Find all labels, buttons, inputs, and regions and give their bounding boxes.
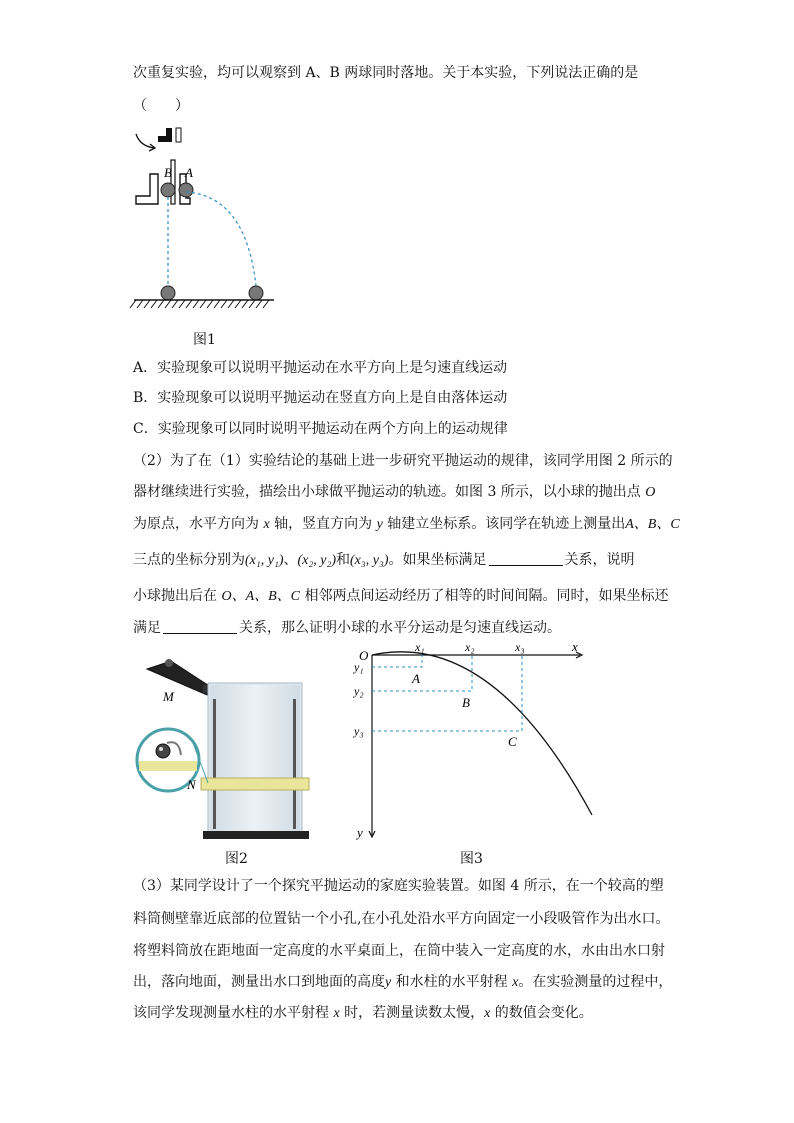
label-a: A bbox=[185, 165, 193, 180]
part2-line-3: 为原点，水平方向为 x 轴，竖直方向为 y 轴建立坐标系。该同学在轨迹上测量出A、B、C bbox=[133, 516, 680, 532]
x2-label: x₂ bbox=[465, 640, 475, 654]
option-b: B．实验现象可以说明平抛运动在竖直方向上是自由落体运动 bbox=[133, 390, 508, 406]
y3-label: y₃ bbox=[354, 724, 364, 738]
tape-strip bbox=[201, 778, 309, 790]
answer-bracket: （ ） bbox=[133, 98, 189, 114]
hatch-mark bbox=[221, 300, 227, 308]
guide-c bbox=[372, 655, 522, 731]
figure-2-caption: 图2 bbox=[225, 851, 248, 867]
hatch-mark bbox=[186, 300, 192, 308]
hatch-mark bbox=[151, 300, 157, 308]
hatch-mark bbox=[137, 300, 143, 308]
part2-line-2: 器材继续进行实验，描绘出小球做平抛运动的轨迹。如图 3 所示，以小球的抛出点 O bbox=[133, 484, 656, 500]
ball-b bbox=[161, 183, 175, 197]
figure-2 bbox=[133, 655, 333, 845]
part3-line-3: 将塑料筒放在距地面一定高度的水平桌面上，在筒中装入一定高度的水，水由出水口射 bbox=[133, 943, 665, 959]
part3-line-4: 出，落向地面，测量出水口到地面的高度y 和水柱的水平射程 x。在实验测量的过程中， bbox=[133, 974, 673, 990]
part3-line-2: 料筒侧壁靠近底部的位置钻一个小孔,在小孔处沿水平方向固定一小段吸管作为出水口。 bbox=[133, 911, 670, 927]
hatch-mark bbox=[130, 300, 136, 308]
x1-label: x₁ bbox=[415, 640, 425, 654]
figure-1-caption: 图1 bbox=[193, 332, 216, 348]
hatch-mark bbox=[242, 300, 248, 308]
figure-3 bbox=[352, 639, 592, 843]
x3-label: x₃ bbox=[515, 640, 525, 654]
point-a-label: A bbox=[412, 671, 420, 686]
rotate-arrow-icon bbox=[136, 134, 154, 148]
hatch-mark bbox=[158, 300, 164, 308]
part2-line-1: （2）为了在（1）实验结论的基础上进一步研究平抛运动的规律，该同学用图 2 所示的 bbox=[133, 453, 673, 469]
part2-line-4: 三点的坐标分别为(x₁, y₁)、(x₂, y₂)和(x₃, y₃)。如果坐标满足 关系，说明 bbox=[133, 552, 635, 568]
base bbox=[203, 831, 309, 839]
point-c-label: C bbox=[508, 734, 517, 749]
hatch-mark bbox=[172, 300, 178, 308]
hatch-mark bbox=[200, 300, 206, 308]
ball-a bbox=[179, 183, 193, 197]
y2-label: y₂ bbox=[354, 684, 364, 698]
trajectory-a bbox=[186, 192, 256, 286]
part2-line-5: 小球抛出后在 O、A、B、C 相邻两点间运动经历了相等的时间间隔。同时，如果坐标还 bbox=[133, 588, 669, 604]
hatch-mark bbox=[235, 300, 241, 308]
figure-1 bbox=[128, 120, 288, 320]
hatch-mark bbox=[207, 300, 213, 308]
hatch-mark bbox=[263, 300, 269, 308]
intro-line-1: 次重复实验，均可以观察到 A、B 两球同时落地。关于本实验，下列说法正确的是 bbox=[133, 65, 639, 81]
hatch-mark bbox=[193, 300, 199, 308]
ball-a-landed bbox=[249, 286, 263, 300]
hatch-mark bbox=[228, 300, 234, 308]
trajectory-curve bbox=[372, 652, 592, 815]
y-axis-label: y bbox=[357, 825, 363, 840]
part2-line-6: 满足 关系，那么证明小球的水平分运动是匀速直线运动。 bbox=[133, 620, 561, 636]
ball-b-landed bbox=[161, 286, 175, 300]
stand-left bbox=[136, 174, 158, 204]
ground-hatch bbox=[130, 300, 269, 308]
option-c: C．实验现象可以同时说明平抛运动在两个方向上的运动规律 bbox=[133, 421, 508, 437]
answer-blank-2[interactable] bbox=[163, 619, 237, 634]
figure-3-caption: 图3 bbox=[460, 851, 483, 867]
hatch-mark bbox=[144, 300, 150, 308]
part3-line-5: 该同学发现测量水柱的水平射程 x 时，若测量读数太慢，x 的数值会变化。 bbox=[133, 1005, 593, 1021]
guide-a bbox=[372, 655, 422, 667]
hatch-mark bbox=[256, 300, 262, 308]
hatch-mark bbox=[214, 300, 220, 308]
label-n: N bbox=[187, 777, 196, 792]
label-b: B bbox=[164, 165, 172, 180]
label-m: M bbox=[163, 689, 174, 704]
option-a: A．实验现象可以说明平抛运动在水平方向上是匀速直线运动 bbox=[133, 360, 508, 376]
hatch-mark bbox=[249, 300, 255, 308]
x-axis-label: x bbox=[572, 639, 578, 654]
y1-label: y₁ bbox=[354, 660, 364, 674]
part3-line-1: （3）某同学设计了一个探究平抛运动的家庭实验装置。如图 4 所示，在一个较高的塑 bbox=[133, 878, 664, 894]
answer-blank-1[interactable] bbox=[489, 551, 563, 566]
hatch-mark bbox=[179, 300, 185, 308]
hatch-mark bbox=[165, 300, 171, 308]
origin-label: O bbox=[359, 648, 369, 663]
point-b-label: B bbox=[462, 695, 470, 710]
